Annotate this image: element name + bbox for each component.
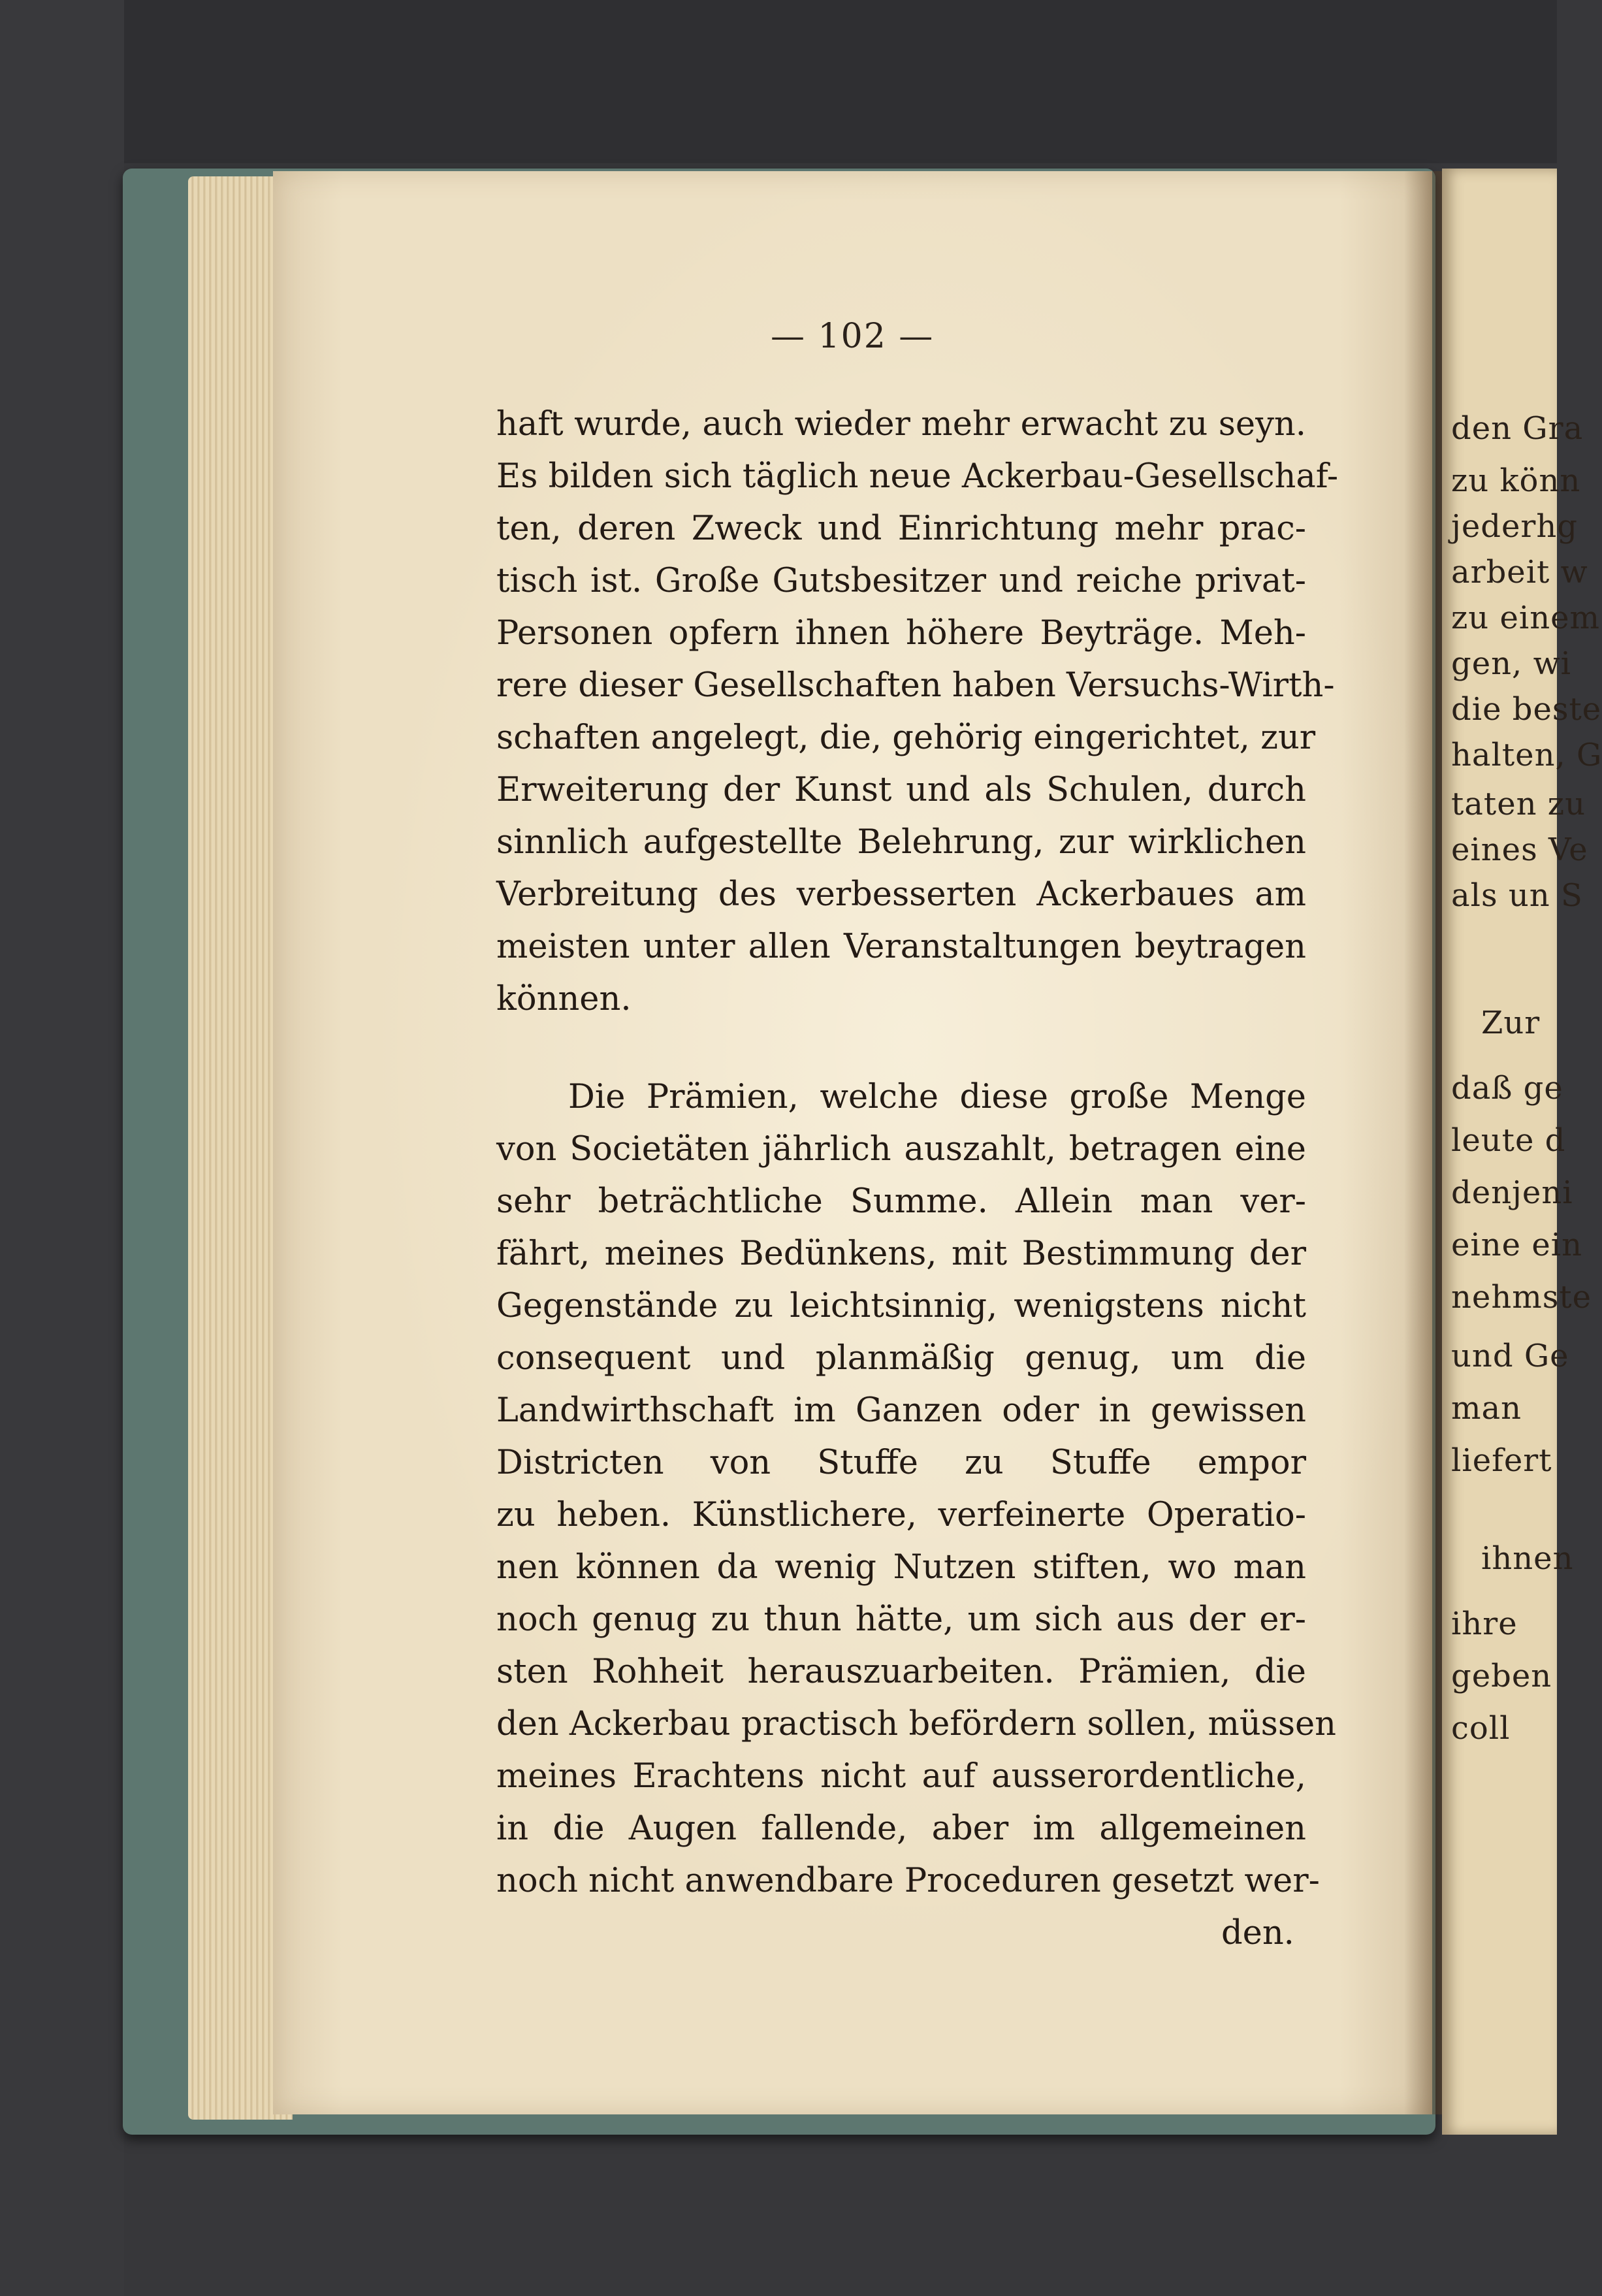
text-line: tisch ist. Große Gutsbesitzer und reiche privat- [496,562,1306,600]
facing-page-line: gen, wi [1451,645,1571,682]
facing-page-line: nehmste [1451,1279,1592,1316]
facing-page-line: eines Ve [1451,832,1588,868]
facing-page-line: zu einem [1451,600,1601,636]
text-line: zu heben. Künstlichere, verfeinerte Operatio- [496,1496,1306,1534]
facing-page-line: arbeit w [1451,554,1588,590]
facing-page-line: als un S [1451,877,1583,914]
facing-page [1442,169,1602,2135]
facing-page-line: daß ge [1451,1070,1563,1107]
text-line: den. [1221,1914,1294,1952]
text-line: fährt, meines Bedünkens, mit Bestimmung der [496,1235,1306,1273]
text-line: in die Augen fallende, aber im allgemeinen [496,1809,1306,1848]
text-line: können. [496,980,632,1018]
text-line: Districten von Stuffe zu Stuffe empor [496,1444,1306,1482]
facing-page-line: halten, G [1451,737,1602,773]
text-line: haft wurde, auch wieder mehr erwacht zu seyn. [496,405,1306,444]
facing-page-line: den Gra [1451,410,1584,447]
facing-page-line: leute d [1451,1122,1566,1159]
facing-page-line: man [1451,1390,1522,1427]
facing-page-line: taten zu [1451,786,1586,822]
gutter-shadow [1404,171,1443,2114]
text-line: sehr beträchtliche Summe. Allein man ver- [496,1182,1306,1221]
text-line: schaften angelegt, die, gehörig eingerichtet, zur [496,719,1316,757]
text-line: Die Prämien, welche diese große Menge [568,1078,1306,1116]
text-line: sten Rohheit herauszuarbeiten. Prämien, die [496,1653,1306,1691]
text-line: Verbreitung des verbesserten Ackerbaues am [496,875,1306,914]
text-line: meisten unter allen Veranstaltungen beytragen [496,928,1306,966]
background-top [0,0,1557,163]
facing-page-line: liefert [1451,1442,1552,1479]
text-line: Es bilden sich täglich neue Ackerbau-Gesellschaf- [496,457,1339,496]
text-line: von Societäten jährlich auszahlt, betragen eine [496,1130,1306,1169]
facing-page-line: ihnen [1481,1540,1574,1577]
text-line: Gegenstände zu leichtsinnig, wenigstens nicht [496,1287,1306,1325]
text-line: noch genug zu thun hätte, um sich aus der er- [496,1600,1306,1639]
facing-page-line: geben [1451,1658,1552,1694]
text-line: den Ackerbau practisch befördern sollen, müssen [496,1705,1337,1743]
facing-page-line: coll [1451,1710,1511,1747]
text-line: Erweiterung der Kunst und als Schulen, durch [496,771,1306,809]
facing-page-line: ihre [1451,1606,1518,1642]
background-left [0,0,124,2296]
facing-page-line: denjeni [1451,1174,1573,1211]
text-line: sinnlich aufgestellte Belehrung, zur wirklichen [496,823,1306,862]
facing-page-line: jederhg [1451,508,1578,545]
text-line: meines Erachtens nicht auf ausserordentliche, [496,1757,1306,1796]
facing-page-line: die beste [1451,691,1602,728]
text-line: Landwirthschaft im Ganzen oder in gewissen [496,1391,1306,1430]
facing-page-line: zu könn [1451,462,1581,499]
facing-page-line: Zur [1481,1005,1541,1041]
text-line: consequent und planmäßig genug, um die [496,1339,1306,1378]
facing-page-line: und Ge [1451,1338,1569,1374]
text-line: ten, deren Zweck und Einrichtung mehr prac- [496,509,1306,548]
page-number: — 102 — [771,317,935,356]
facing-page-line: eine ein [1451,1227,1583,1263]
text-line: nen können da wenig Nutzen stiften, wo man [496,1548,1306,1587]
text-line: rere dieser Gesellschaften haben Versuchs-Wirth- [496,666,1335,705]
text-line: Personen opfern ihnen höhere Beyträge. Meh- [496,614,1306,653]
text-line: noch nicht anwendbare Proceduren gesetzt wer- [496,1862,1320,1900]
